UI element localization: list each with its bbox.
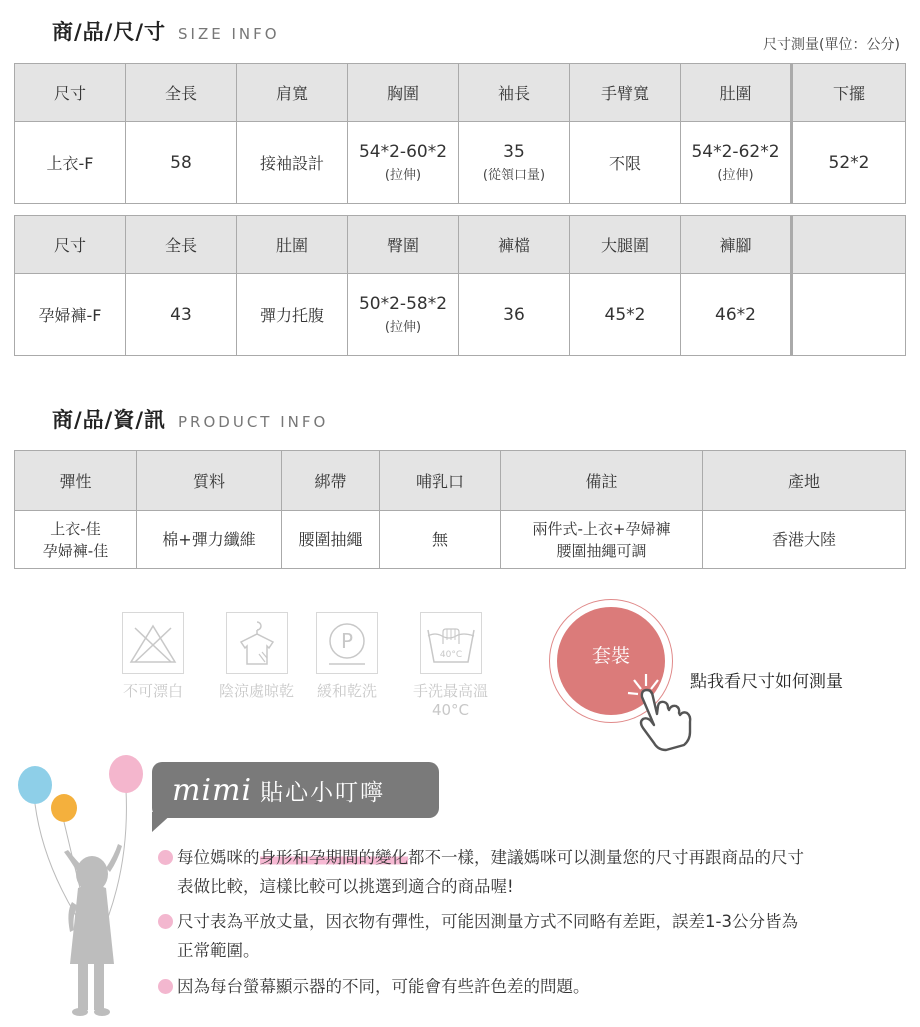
- top-size-header-row: [15, 64, 906, 122]
- cell-chest-value: 54*2-60*2: [358, 142, 448, 162]
- header-arm: 手臂寬: [570, 64, 681, 122]
- cell-length: 43: [126, 274, 237, 356]
- pants-size-table: [14, 215, 906, 356]
- unit-note: 尺寸測量(單位：公分): [763, 37, 900, 53]
- cell-shoulder: 接袖設計: [237, 122, 348, 204]
- care-no-bleach: [122, 612, 184, 701]
- header-origin: 產地: [703, 451, 906, 511]
- measure-guide-link[interactable]: 點我看尺寸如何測量: [690, 672, 843, 692]
- size-info-title: [52, 16, 280, 46]
- cell-elasticity: [15, 511, 137, 569]
- cell-chest: [348, 122, 459, 204]
- girl-with-balloons-illustration: [10, 752, 150, 1027]
- header-leg: 褲腳: [681, 216, 792, 274]
- tip-item-3: [158, 972, 590, 1001]
- header-thigh: 大腿圍: [570, 216, 681, 274]
- bullet-dot: [158, 914, 173, 929]
- cell-note: [501, 511, 703, 569]
- svg-text:P: P: [340, 629, 354, 653]
- care-label-line1: 手洗最高溫: [413, 682, 489, 700]
- tip-text-line1: 因為每台螢幕顯示器的不同，可能會有些許色差的問題。: [177, 977, 590, 996]
- cell-crotch: 36: [459, 274, 570, 356]
- header-size: 尺寸: [15, 216, 126, 274]
- product-info-title-zh: 商/品/資/訊: [52, 408, 167, 432]
- cell-thigh: 45*2: [570, 274, 681, 356]
- header-nursing: 哺乳口: [380, 451, 501, 511]
- pants-size-header-row: [15, 216, 906, 274]
- cell-arm: 不限: [570, 122, 681, 204]
- orange-balloon: [51, 794, 77, 822]
- header-sleeve: 袖長: [459, 64, 570, 122]
- header-chest: 胸圍: [348, 64, 459, 122]
- size-info-title-zh: 商/品/尺/寸: [52, 20, 167, 44]
- cell-belly-note: (拉伸): [717, 168, 754, 183]
- cell-origin: 香港大陸: [703, 511, 906, 569]
- hand-wash-temp: 40°C: [439, 650, 462, 660]
- cell-note-line1: 兩件式-上衣+孕婦褲: [532, 519, 671, 538]
- header-material: 質料: [137, 451, 282, 511]
- shade-dry-icon: [226, 612, 288, 674]
- cell-hem: 52*2: [792, 122, 906, 204]
- cell-elasticity-line2: 孕婦褲-佳: [42, 541, 109, 560]
- product-info-header-row: [15, 451, 906, 511]
- cell-nursing: 無: [380, 511, 501, 569]
- product-info-title-en: PRODUCT INFO: [178, 413, 329, 431]
- cell-belly: [681, 122, 792, 204]
- tip-item-2: [158, 907, 798, 965]
- cell-size: 上衣-F: [15, 122, 126, 204]
- hand-wash-icon: [420, 612, 482, 674]
- product-info-table: [14, 450, 906, 569]
- header-empty: [792, 216, 906, 274]
- header-note: 備註: [501, 451, 703, 511]
- care-label: 陰涼處晾乾: [219, 682, 295, 700]
- top-size-table: [14, 63, 906, 204]
- cell-hip-note: (拉伸): [384, 320, 422, 335]
- tip-text-line1: 尺寸表為平放丈量，因衣物有彈性，可能因測量方式不同略有差距，誤差1-3公分皆為: [177, 912, 798, 931]
- tips-title: 貼心小叮嚀: [260, 779, 386, 806]
- cell-leg: 46*2: [681, 274, 792, 356]
- tips-title-bubble: [152, 762, 439, 818]
- bubble-tail: [152, 812, 174, 832]
- table-row: [15, 122, 906, 204]
- cell-hip-value: 50*2-58*2: [358, 294, 448, 314]
- cell-empty: [792, 274, 906, 356]
- header-strap: 綁帶: [282, 451, 380, 511]
- header-length: 全長: [126, 216, 237, 274]
- tip-highlight: 身形和孕期間的變化: [259, 848, 408, 867]
- gentle-dry-clean-icon: [316, 612, 378, 674]
- care-label: 不可漂白: [122, 682, 183, 700]
- header-crotch: 褲檔: [459, 216, 570, 274]
- cell-note-line2: 腰圍抽繩可調: [556, 541, 647, 560]
- header-length: 全長: [126, 64, 237, 122]
- cell-sleeve: [459, 122, 570, 204]
- cell-size: 孕婦褲-F: [15, 274, 126, 356]
- blue-balloon: [18, 766, 52, 804]
- header-belly: 肚圍: [237, 216, 348, 274]
- header-hip: 臀圍: [348, 216, 459, 274]
- care-label-line2: 40°C: [431, 701, 470, 719]
- cell-material: 棉+彈力纖維: [137, 511, 282, 569]
- set-button-label: 套裝: [591, 644, 630, 667]
- header-hem: 下擺: [792, 64, 906, 122]
- tip-text-line2: 正常範圍。: [177, 941, 260, 960]
- pink-balloon: [109, 755, 143, 793]
- care-hand-wash: [413, 612, 488, 720]
- brand-logo: mimi: [172, 772, 253, 808]
- table-row: [15, 511, 906, 569]
- cell-hip: [348, 274, 459, 356]
- cell-elasticity-line1: 上衣-佳: [50, 519, 101, 538]
- cell-sleeve-value: 35: [503, 142, 525, 162]
- header-shoulder: 肩寬: [237, 64, 348, 122]
- care-shade-dry: [219, 612, 294, 701]
- cell-strap: 腰圍抽繩: [282, 511, 380, 569]
- cell-length: 58: [126, 122, 237, 204]
- header-size: 尺寸: [15, 64, 126, 122]
- size-info-title-en: SIZE INFO: [178, 25, 280, 43]
- tip-item-1: [158, 843, 804, 901]
- girl-silhouette: [64, 844, 122, 1016]
- tip-text: [177, 843, 804, 872]
- cell-chest-note: (拉伸): [384, 168, 422, 183]
- table-row: [15, 274, 906, 356]
- bullet-dot: [158, 850, 173, 865]
- product-info-title: [52, 404, 328, 434]
- tip-text-after: 都不一樣，建議媽咪可以測量您的尺寸再跟商品的尺寸: [408, 848, 804, 867]
- cell-sleeve-note: (從領口量): [482, 168, 546, 183]
- bullet-dot: [158, 979, 173, 994]
- no-bleach-icon: [122, 612, 184, 674]
- care-label: 緩和乾洗: [316, 682, 377, 700]
- care-gentle-dry-clean: [316, 612, 378, 701]
- cell-belly-value: 54*2-62*2: [691, 142, 780, 162]
- tip-text-before: 每位媽咪的: [177, 848, 260, 867]
- cell-belly: 彈力托腹: [237, 274, 348, 356]
- header-elasticity: 彈性: [15, 451, 137, 511]
- tip-text-line2: 表做比較，這樣比較可以挑選到適合的商品喔!: [177, 877, 514, 896]
- header-belly: 肚圍: [681, 64, 792, 122]
- care-label: [413, 682, 488, 720]
